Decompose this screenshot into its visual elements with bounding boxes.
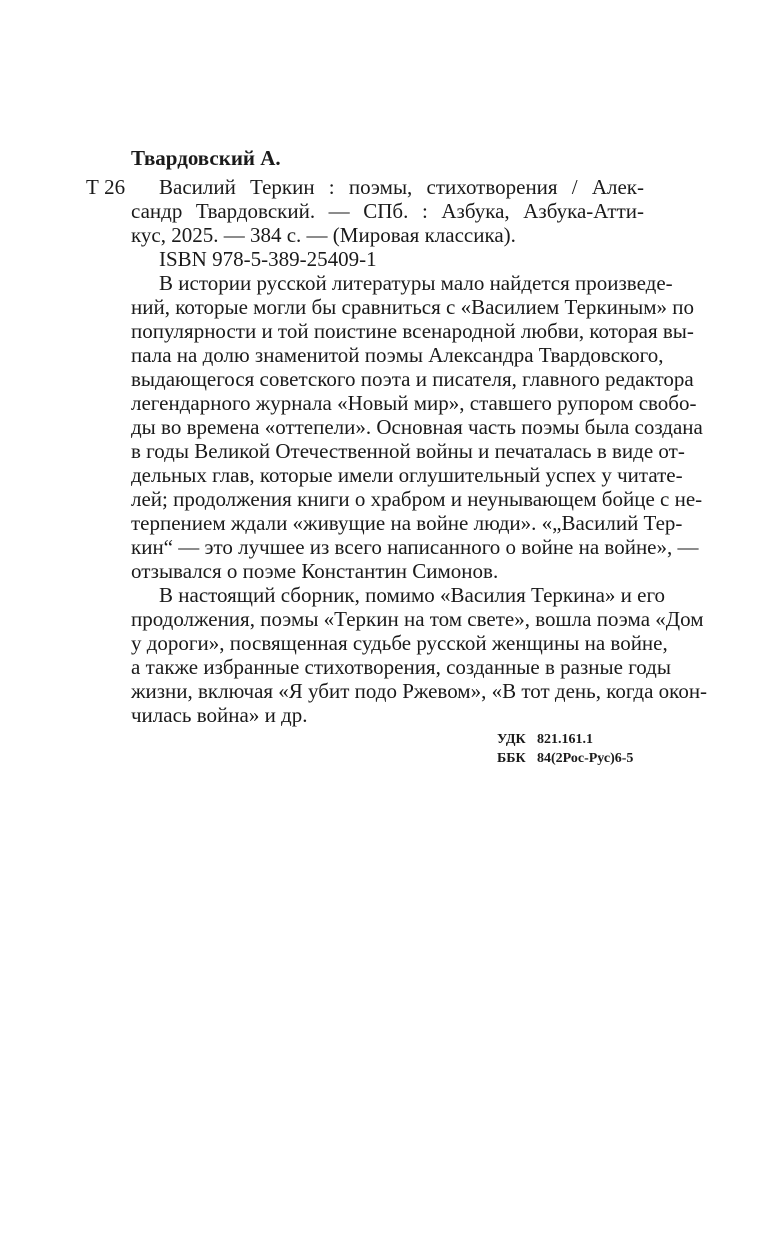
annotation-line: дельных глав, которые имели оглушительный успех у читате-	[131, 463, 683, 487]
bibliographic-description-line: кус, 2025. — 384 с. — (Мировая классика).	[131, 223, 516, 247]
annotation-line: В истории русской литературы мало найдется произведе-	[159, 271, 673, 295]
annotation-line: отзывался о поэме Константин Симонов.	[131, 559, 499, 583]
annotation-line: кин“ — это лучшее из всего написанного о войне на войне», —	[131, 535, 699, 559]
bibliographic-description-line: сандр Твардовский. — СПб. : Азбука, Азбука-Атти-	[131, 199, 644, 223]
bibliographic-description-line: Василий Теркин : поэмы, стихотворения / Алек-	[159, 175, 644, 199]
author-heading: Твардовский А.	[131, 146, 281, 170]
annotation-line: популярности и той поистине всенародной любви, которая вы-	[131, 319, 694, 343]
annotation-line: В настоящий сборник, помимо «Василия Теркина» и его	[159, 583, 666, 607]
annotation-line: лей; продолжения книги о храбром и неунывающем бойце с не-	[131, 487, 703, 511]
annotation-line: продолжения, поэмы «Теркин на том свете», вошла поэма «Дом	[131, 607, 704, 631]
annotation-line: легендарного журнала «Новый мир», ставшего рупором свобо-	[131, 391, 697, 415]
annotation-line: пала на долю знаменитой поэмы Александра Твардовского,	[131, 343, 664, 367]
annotation-line: жизни, включая «Я убит подо Ржевом», «В тот день, когда окон-	[131, 679, 708, 703]
bbk-value: 84(2Рос-Рус)6-5	[537, 751, 634, 766]
annotation-line: в годы Великой Отечественной войны и печаталась в виде от-	[131, 439, 685, 463]
classification-indices	[497, 730, 633, 768]
udk-value: 821.161.1	[537, 732, 593, 747]
annotation-line: терпением ждали «живущие на войне люди». «„Василий Тер-	[131, 511, 683, 535]
bbk-label: ББК	[497, 751, 526, 766]
annotation-line: ний, которые могли бы сравниться с «Василием Теркиным» по	[131, 295, 694, 319]
annotation-line: у дороги», посвященная судьбе русской женщины на войне,	[131, 631, 668, 655]
udk-label: УДК	[497, 732, 526, 747]
bbk-index	[497, 749, 633, 768]
annotation-line: чилась война» и др.	[131, 703, 308, 727]
annotation-line: выдающегося советского поэта и писателя, главного редактора	[131, 367, 694, 391]
udk-index	[497, 730, 633, 749]
annotation-line: а также избранные стихотворения, созданные в разные годы	[131, 655, 671, 679]
author-cipher: Т 26	[86, 175, 126, 199]
isbn: ISBN 978-5-389-25409-1	[159, 247, 377, 271]
annotation-line: ды во времена «оттепели». Основная часть поэмы была создана	[131, 415, 703, 439]
